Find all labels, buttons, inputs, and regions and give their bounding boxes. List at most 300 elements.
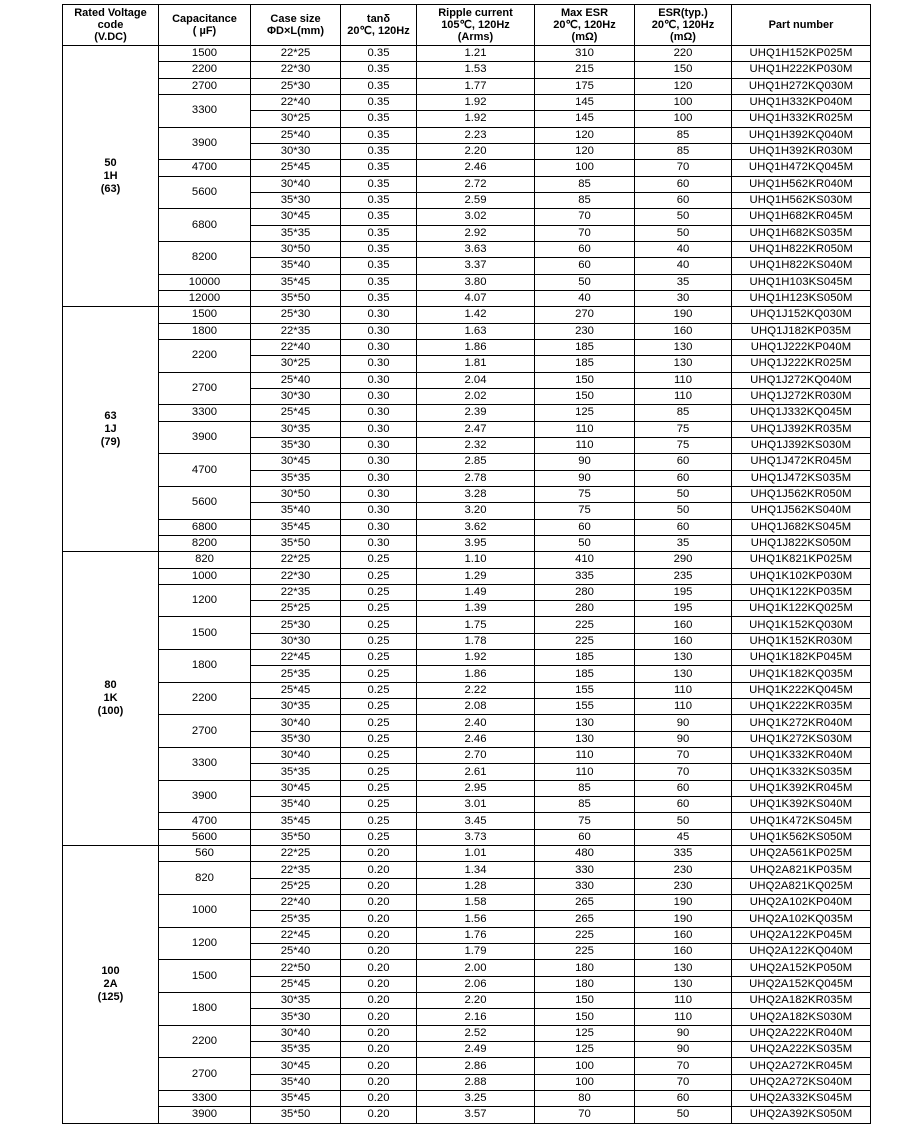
header-line: code [97,19,124,31]
capacitance-cell: 1000 [159,568,251,584]
table-row [63,650,871,666]
ripple-current-cell: 3.73 [417,829,535,845]
case-size-cell: 25*40 [251,127,341,143]
capacitance-cell: 3300 [159,405,251,421]
tan-delta-cell: 0.25 [341,715,417,731]
esr-typ-cell: 40 [635,241,732,257]
esr-typ-cell: 110 [635,1009,732,1025]
part-number-cell: UHQ2A182KS030M [732,1009,871,1025]
ripple-current-cell: 2.06 [417,976,535,992]
ripple-current-cell: 2.92 [417,225,535,241]
case-size-cell: 30*50 [251,241,341,257]
ripple-current-cell: 3.01 [417,797,535,813]
ripple-current-cell: 2.70 [417,748,535,764]
ripple-current-cell: 1.81 [417,356,535,372]
max-esr-cell: 270 [535,307,635,323]
table-row [63,617,871,633]
tan-delta-cell: 0.35 [341,62,417,78]
part-number-cell: UHQ1H272KQ030M [732,78,871,94]
ripple-current-cell: 2.78 [417,470,535,486]
table-row [63,682,871,698]
part-number-cell: UHQ2A122KP045M [732,927,871,943]
esr-typ-cell: 90 [635,715,732,731]
esr-typ-cell: 160 [635,617,732,633]
table-row [63,780,871,796]
tan-delta-cell: 0.35 [341,160,417,176]
ripple-current-cell: 3.20 [417,503,535,519]
table-header [63,5,871,46]
max-esr-cell: 215 [535,62,635,78]
esr-typ-cell: 60 [635,470,732,486]
part-number-cell: UHQ2A272KS040M [732,1074,871,1090]
ripple-current-cell: 2.95 [417,780,535,796]
capacitance-cell: 2700 [159,715,251,748]
tan-delta-cell: 0.30 [341,437,417,453]
case-size-cell: 30*50 [251,486,341,502]
tan-delta-cell: 0.25 [341,797,417,813]
max-esr-cell: 110 [535,421,635,437]
max-esr-cell: 60 [535,519,635,535]
capacitor-spec-table [62,4,871,1124]
part-number-cell: UHQ2A102KP040M [732,895,871,911]
ripple-current-cell: 3.57 [417,1107,535,1123]
part-number-cell: UHQ2A182KR035M [732,993,871,1009]
part-number-cell: UHQ1J222KP040M [732,339,871,355]
tan-delta-cell: 0.20 [341,960,417,976]
max-esr-cell: 225 [535,617,635,633]
part-number-cell: UHQ1K332KR040M [732,748,871,764]
table-row [63,209,871,225]
tan-delta-cell: 0.30 [341,503,417,519]
case-size-cell: 22*25 [251,552,341,568]
max-esr-cell: 70 [535,225,635,241]
max-esr-cell: 70 [535,1107,635,1123]
max-esr-cell: 185 [535,650,635,666]
table-row [63,290,871,306]
tan-delta-cell: 0.25 [341,699,417,715]
esr-typ-cell: 335 [635,846,732,862]
case-size-cell: 35*45 [251,813,341,829]
max-esr-cell: 60 [535,829,635,845]
header-line: ( µF) [192,25,217,37]
capacitance-cell: 8200 [159,241,251,274]
esr-typ-cell: 230 [635,878,732,894]
tan-delta-cell: 0.25 [341,568,417,584]
part-number-cell: UHQ1K152KR030M [732,633,871,649]
capacitance-cell: 10000 [159,274,251,290]
capacitance-cell: 1500 [159,307,251,323]
capacitance-cell: 1200 [159,927,251,960]
part-number-cell: UHQ2A392KS050M [732,1107,871,1123]
esr-typ-cell: 60 [635,780,732,796]
ripple-current-cell: 2.20 [417,993,535,1009]
ripple-current-cell: 1.78 [417,633,535,649]
table-row [63,486,871,502]
table-row [63,584,871,600]
header-line: Ripple current [438,7,513,19]
table-row [63,846,871,862]
tan-delta-cell: 0.35 [341,258,417,274]
ripple-current-cell: 1.92 [417,94,535,110]
capacitance-cell: 2200 [159,62,251,78]
capacitance-cell: 560 [159,846,251,862]
part-number-cell: UHQ1J222KR025M [732,356,871,372]
max-esr-cell: 335 [535,568,635,584]
ripple-current-cell: 3.25 [417,1091,535,1107]
table-row [63,1025,871,1041]
esr-typ-cell: 230 [635,862,732,878]
max-esr-cell: 225 [535,944,635,960]
header-capacitance [159,5,251,46]
case-size-cell: 22*35 [251,584,341,600]
table-row [63,78,871,94]
case-size-cell: 30*35 [251,421,341,437]
max-esr-cell: 150 [535,388,635,404]
part-number-cell: UHQ1J472KR045M [732,454,871,470]
tan-delta-cell: 0.20 [341,976,417,992]
capacitance-cell: 2200 [159,1025,251,1058]
capacitance-cell: 5600 [159,829,251,845]
capacitance-cell: 1800 [159,323,251,339]
max-esr-cell: 280 [535,601,635,617]
tan-delta-cell: 0.30 [341,307,417,323]
table-row [63,1107,871,1123]
ripple-current-cell: 2.52 [417,1025,535,1041]
esr-typ-cell: 190 [635,895,732,911]
esr-typ-cell: 30 [635,290,732,306]
esr-typ-cell: 100 [635,111,732,127]
table-row [63,552,871,568]
esr-typ-cell: 60 [635,192,732,208]
ripple-current-cell: 3.80 [417,274,535,290]
tan-delta-cell: 0.20 [341,911,417,927]
case-size-cell: 30*45 [251,454,341,470]
header-line: 20℃, 120Hz [347,25,410,37]
tan-delta-cell: 0.35 [341,127,417,143]
case-size-cell: 22*30 [251,62,341,78]
case-size-cell: 25*35 [251,911,341,927]
part-number-cell: UHQ1H562KS030M [732,192,871,208]
max-esr-cell: 125 [535,405,635,421]
table-row [63,519,871,535]
part-number-cell: UHQ1K392KR045M [732,780,871,796]
tan-delta-cell: 0.20 [341,846,417,862]
tan-delta-cell: 0.20 [341,993,417,1009]
ripple-current-cell: 2.08 [417,699,535,715]
part-number-cell: UHQ1J332KQ045M [732,405,871,421]
case-size-cell: 22*35 [251,323,341,339]
part-number-cell: UHQ2A332KS045M [732,1091,871,1107]
table-row [63,127,871,143]
esr-typ-cell: 90 [635,731,732,747]
ripple-current-cell: 1.21 [417,46,535,62]
tan-delta-cell: 0.35 [341,111,417,127]
case-size-cell: 30*30 [251,633,341,649]
table-row [63,535,871,551]
tan-delta-cell: 0.30 [341,486,417,502]
tan-delta-cell: 0.35 [341,46,417,62]
part-number-cell: UHQ1H152KP025M [732,46,871,62]
part-number-cell: UHQ1J392KS030M [732,437,871,453]
table-row [63,829,871,845]
header-line: Rated Voltage [74,7,147,19]
esr-typ-cell: 160 [635,927,732,943]
table-row [63,323,871,339]
ripple-current-cell: 2.32 [417,437,535,453]
esr-typ-cell: 110 [635,388,732,404]
tan-delta-cell: 0.20 [341,1042,417,1058]
ripple-current-cell: 2.00 [417,960,535,976]
max-esr-cell: 60 [535,241,635,257]
part-number-cell: UHQ1H392KQ040M [732,127,871,143]
max-esr-cell: 265 [535,911,635,927]
case-size-cell: 25*45 [251,682,341,698]
table-row [63,748,871,764]
tan-delta-cell: 0.20 [341,1107,417,1123]
ripple-current-cell: 1.77 [417,78,535,94]
case-size-cell: 35*40 [251,503,341,519]
capacitance-cell: 3900 [159,421,251,454]
esr-typ-cell: 220 [635,46,732,62]
part-number-cell: UHQ1K182KP045M [732,650,871,666]
part-number-cell: UHQ1K272KR040M [732,715,871,731]
max-esr-cell: 185 [535,356,635,372]
table-row [63,160,871,176]
max-esr-cell: 120 [535,143,635,159]
part-number-cell: UHQ1H472KQ045M [732,160,871,176]
part-number-cell: UHQ1K472KS045M [732,813,871,829]
table-row [63,895,871,911]
ripple-current-cell: 2.46 [417,160,535,176]
esr-typ-cell: 70 [635,1074,732,1090]
tan-delta-cell: 0.20 [341,895,417,911]
tan-delta-cell: 0.25 [341,601,417,617]
tan-delta-cell: 0.30 [341,356,417,372]
capacitance-cell: 4700 [159,160,251,176]
esr-typ-cell: 75 [635,421,732,437]
part-number-cell: UHQ1J682KS045M [732,519,871,535]
esr-typ-cell: 130 [635,356,732,372]
part-number-cell: UHQ1K222KR035M [732,699,871,715]
header-line: Max ESR [560,7,609,19]
tan-delta-cell: 0.30 [341,535,417,551]
header-line: (V.DC) [94,31,127,43]
tan-delta-cell: 0.30 [341,421,417,437]
tan-delta-cell: 0.35 [341,94,417,110]
max-esr-cell: 150 [535,993,635,1009]
esr-typ-cell: 130 [635,650,732,666]
max-esr-cell: 80 [535,1091,635,1107]
case-size-cell: 30*40 [251,748,341,764]
header-rated-voltage [63,5,159,46]
ripple-current-cell: 1.75 [417,617,535,633]
esr-typ-cell: 90 [635,1025,732,1041]
max-esr-cell: 155 [535,682,635,698]
tan-delta-cell: 0.35 [341,241,417,257]
esr-typ-cell: 60 [635,519,732,535]
ripple-current-cell: 2.49 [417,1042,535,1058]
case-size-cell: 35*50 [251,535,341,551]
max-esr-cell: 120 [535,127,635,143]
max-esr-cell: 150 [535,372,635,388]
esr-typ-cell: 50 [635,503,732,519]
part-number-cell: UHQ1K332KS035M [732,764,871,780]
esr-typ-cell: 130 [635,339,732,355]
part-number-cell: UHQ1H103KS045M [732,274,871,290]
part-number-cell: UHQ1J472KS035M [732,470,871,486]
header-line: ESR(typ.) [658,7,708,19]
ripple-current-cell: 3.28 [417,486,535,502]
tan-delta-cell: 0.30 [341,405,417,421]
table-row [63,454,871,470]
case-size-cell: 35*50 [251,1107,341,1123]
esr-typ-cell: 70 [635,160,732,176]
capacitance-cell: 1200 [159,584,251,617]
case-size-cell: 22*25 [251,846,341,862]
tan-delta-cell: 0.35 [341,290,417,306]
esr-typ-cell: 160 [635,944,732,960]
header-line: 105℃, 120Hz [441,19,510,31]
part-number-cell: UHQ1H822KS040M [732,258,871,274]
ripple-current-cell: 1.63 [417,323,535,339]
tan-delta-cell: 0.30 [341,519,417,535]
header-esr-typ [635,5,732,46]
esr-typ-cell: 110 [635,699,732,715]
tan-delta-cell: 0.20 [341,927,417,943]
ripple-current-cell: 3.62 [417,519,535,535]
max-esr-cell: 185 [535,339,635,355]
tan-delta-cell: 0.25 [341,650,417,666]
part-number-cell: UHQ1J182KP035M [732,323,871,339]
table-row [63,715,871,731]
esr-typ-cell: 85 [635,143,732,159]
part-number-cell: UHQ2A102KQ035M [732,911,871,927]
esr-typ-cell: 90 [635,1042,732,1058]
max-esr-cell: 410 [535,552,635,568]
case-size-cell: 22*25 [251,46,341,62]
max-esr-cell: 125 [535,1025,635,1041]
esr-typ-cell: 60 [635,797,732,813]
case-size-cell: 35*35 [251,764,341,780]
capacitance-cell: 820 [159,862,251,895]
part-number-cell: UHQ1H332KP040M [732,94,871,110]
esr-typ-cell: 290 [635,552,732,568]
case-size-cell: 22*40 [251,895,341,911]
tan-delta-cell: 0.25 [341,780,417,796]
case-size-cell: 35*30 [251,437,341,453]
max-esr-cell: 180 [535,960,635,976]
ripple-current-cell: 1.92 [417,650,535,666]
case-size-cell: 25*45 [251,405,341,421]
case-size-cell: 22*35 [251,862,341,878]
esr-typ-cell: 85 [635,127,732,143]
case-size-cell: 30*30 [251,388,341,404]
part-number-cell: UHQ1K182KQ035M [732,666,871,682]
esr-typ-cell: 50 [635,486,732,502]
esr-typ-cell: 60 [635,176,732,192]
ripple-current-cell: 3.02 [417,209,535,225]
capacitance-cell: 4700 [159,813,251,829]
case-size-cell: 25*30 [251,617,341,633]
case-size-cell: 25*35 [251,666,341,682]
max-esr-cell: 130 [535,731,635,747]
ripple-current-cell: 2.16 [417,1009,535,1025]
header-line: 20℃, 120Hz [651,19,715,31]
case-size-cell: 30*25 [251,111,341,127]
table-row [63,62,871,78]
tan-delta-cell: 0.30 [341,454,417,470]
capacitance-cell: 3900 [159,127,251,160]
tan-delta-cell: 0.25 [341,813,417,829]
capacitance-cell: 1800 [159,993,251,1026]
table-row [63,94,871,110]
case-size-cell: 35*40 [251,258,341,274]
ripple-current-cell: 2.39 [417,405,535,421]
part-number-cell: UHQ2A222KS035M [732,1042,871,1058]
table-row [63,1058,871,1074]
part-number-cell: UHQ2A821KP035M [732,862,871,878]
max-esr-cell: 150 [535,1009,635,1025]
max-esr-cell: 100 [535,1074,635,1090]
part-number-cell: UHQ1H822KR050M [732,241,871,257]
esr-typ-cell: 110 [635,682,732,698]
header-line: (mΩ) [670,31,696,43]
tan-delta-cell: 0.20 [341,944,417,960]
case-size-cell: 25*30 [251,78,341,94]
case-size-cell: 30*40 [251,1025,341,1041]
tan-delta-cell: 0.20 [341,1058,417,1074]
ripple-current-cell: 1.58 [417,895,535,911]
capacitance-cell: 6800 [159,209,251,242]
ripple-current-cell: 2.46 [417,731,535,747]
esr-typ-cell: 195 [635,584,732,600]
tan-delta-cell: 0.20 [341,1091,417,1107]
case-size-cell: 25*30 [251,307,341,323]
ripple-current-cell: 1.79 [417,944,535,960]
tan-delta-cell: 0.20 [341,878,417,894]
max-esr-cell: 75 [535,486,635,502]
part-number-cell: UHQ1K102KP030M [732,568,871,584]
part-number-cell: UHQ1H332KR025M [732,111,871,127]
capacitance-cell: 12000 [159,290,251,306]
header-max-esr [535,5,635,46]
part-number-cell: UHQ1K272KS030M [732,731,871,747]
part-number-cell: UHQ1J152KQ030M [732,307,871,323]
tan-delta-cell: 0.35 [341,143,417,159]
header-ripple-current [417,5,535,46]
max-esr-cell: 85 [535,780,635,796]
rated-voltage-cell: 50 1H (63) [63,46,159,307]
header-tan-delta [341,5,417,46]
max-esr-cell: 100 [535,1058,635,1074]
table-row [63,421,871,437]
ripple-current-cell: 1.53 [417,62,535,78]
max-esr-cell: 330 [535,878,635,894]
case-size-cell: 22*45 [251,927,341,943]
header-line: 20℃, 120Hz [553,19,616,31]
max-esr-cell: 225 [535,927,635,943]
max-esr-cell: 70 [535,209,635,225]
max-esr-cell: 50 [535,274,635,290]
esr-typ-cell: 70 [635,764,732,780]
max-esr-cell: 110 [535,764,635,780]
max-esr-cell: 100 [535,160,635,176]
esr-typ-cell: 35 [635,274,732,290]
table-row [63,176,871,192]
max-esr-cell: 125 [535,1042,635,1058]
table-body [63,46,871,1124]
header-line: ΦD×L(mm) [266,25,324,37]
